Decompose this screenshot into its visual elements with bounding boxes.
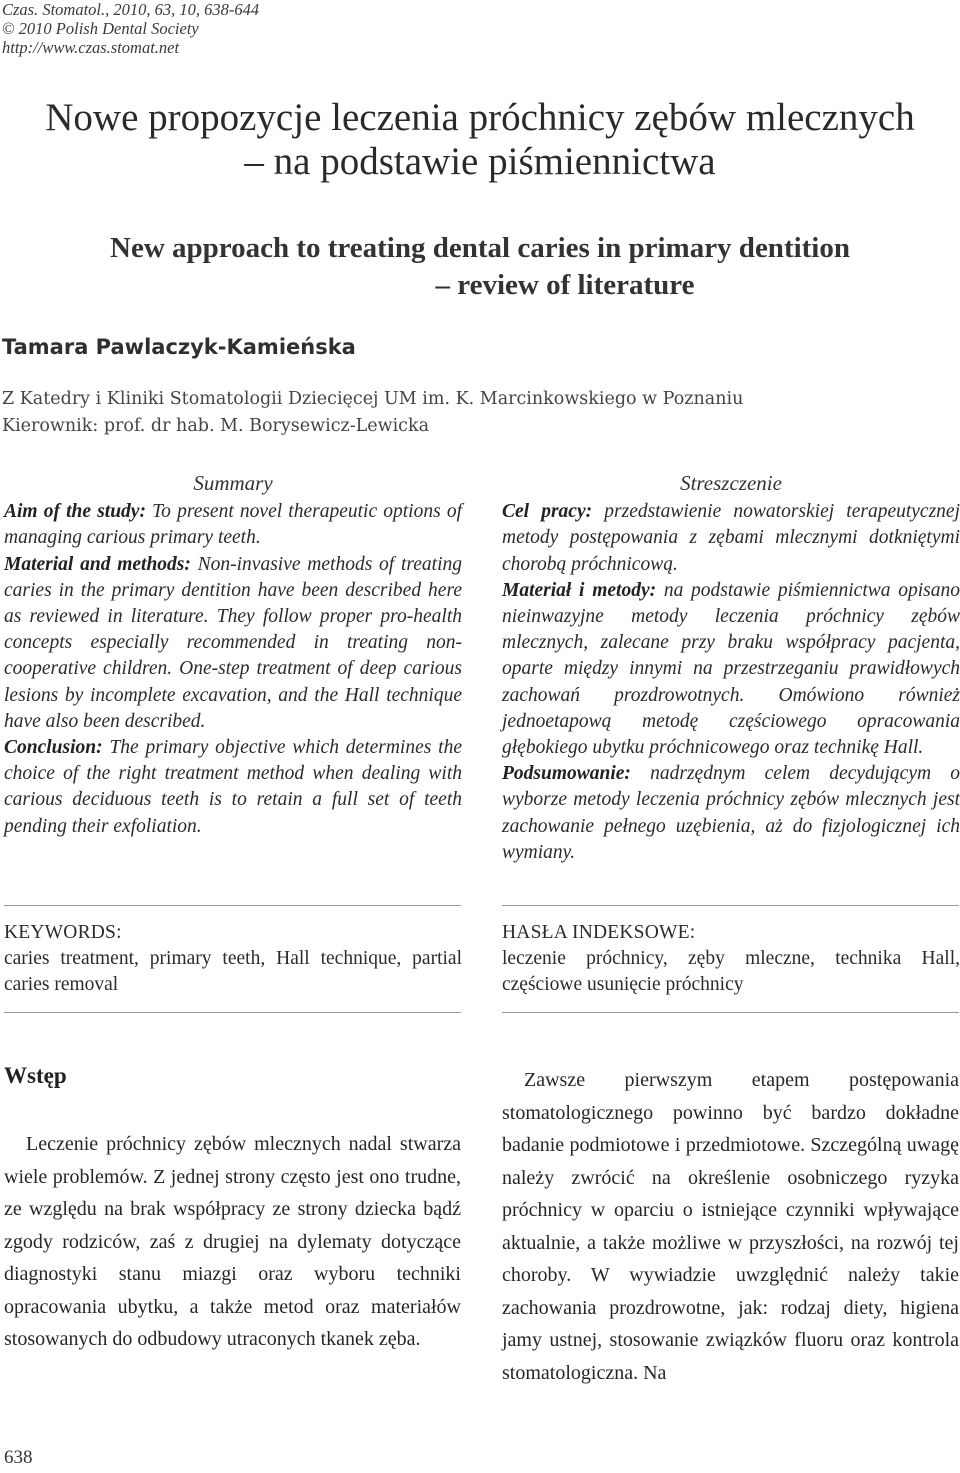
keywords-rule-bottom-left <box>4 1012 461 1013</box>
title-english-line1: New approach to treating dental caries in primary dentition <box>110 232 850 264</box>
journal-citation: Czas. Stomatol., 2010, 63, 10, 638-644 <box>2 0 260 19</box>
keywords-english <box>4 920 462 998</box>
page-number: 638 <box>4 1447 33 1468</box>
aim-label: Aim of the study: <box>4 501 146 523</box>
intro-right-paragraph: Zawsze pierwszym etapem postępowania stomatologicznego powinno być bardzo dokładne badanie podmiotowe i przedmiotowe. Szczególną uwagę należy zwrócić na określenie osobniczego ryzyka próchnicy w oparciu o istniejące czynniki wpływające aktualnie, a także możliwe w przyszłości, na rozwój tej choroby. W wywiadzie uwzględnić należy takie zachowania prozdrowotne, jak: rodzaj diety, higiena jamy ustnej, stosowanie związków fluoru oraz kontrola stomatologiczna. Na <box>502 1069 959 1384</box>
conclusion-label: Conclusion: <box>4 737 103 759</box>
keywords-label: KEYWORDS: <box>4 922 122 943</box>
metody-text: na podstawie piśmiennictwa opisano nieinwazyjne metody leczenia próchnicy zębów mlecznych, zalecane przy braku współpracy pacjenta, oparte między innymi na przestrzeganiu prawidłowych zachowań prozdrowotnych. Omówiono również jednoetapową metodę częściowego opracowania głębokiego ubytku próchnicowego oraz technikę Hall. <box>502 579 960 759</box>
conclusion-text: The primary objective which determines the choice of the right treatment method when dealing with carious deciduous teeth is to retain a full set of teeth pending their exfoliation. <box>4 737 462 837</box>
streszczenie-aim <box>502 499 960 578</box>
intro-left-paragraph: Leczenie próchnicy zębów mlecznych nadal stwarza wiele problemów. Z jednej strony często jest ono trudne, ze względu na brak współpracy ze strony dziecka bądź zgody rodziców, zaś z drugiej na dylematy dotyczące diagnostyki stanu miazgi oraz wyboru techniki opracowania ubytku, a także metod oraz materiałów stosowanych do odbudowy utraconych tkanek zęba. <box>4 1133 461 1350</box>
summary-english <box>4 470 462 840</box>
cel-label: Cel pracy: <box>502 501 593 523</box>
journal-header <box>2 0 259 57</box>
summary-methods <box>4 552 462 735</box>
metody-label: Materiał i metody: <box>502 579 657 601</box>
hasla-text: leczenie próchnicy, zęby mleczne, technika Hall, częściowe usunięcie próchnicy <box>502 948 960 995</box>
intro-right-column <box>502 1064 959 1389</box>
intro-left-column <box>4 1128 461 1356</box>
summary-conclusion <box>4 735 462 840</box>
keywords-rule-top-left <box>4 905 461 906</box>
author-name: Tamara Pawlaczyk-Kamieńska <box>2 335 356 359</box>
affiliation-line2: Kierownik: prof. dr hab. M. Borysewicz-Lewicka <box>2 416 430 436</box>
hasla-label: HASŁA INDEKSOWE: <box>502 922 696 943</box>
streszczenie-methods <box>502 578 960 761</box>
summary-aim <box>4 499 462 551</box>
keywords-polish <box>502 920 960 998</box>
intro-heading: Wstęp <box>4 1063 67 1088</box>
methods-label: Material and methods: <box>4 553 191 575</box>
methods-text: Non-invasive methods of treating caries in the primary dentition have been described here as reviewed in literature. They follow proper pro-health concepts especially recommended in treating non-cooperative children. One-step treatment of deep carious lesions by incomplete excavation, and the Hall technique have also been described. <box>4 553 462 732</box>
keywords-rule-bottom-right <box>502 1012 959 1013</box>
title-polish-line1: Nowe propozycje leczenia próchnicy zębów mlecznych <box>45 96 915 139</box>
keywords-rule-top-right <box>502 905 959 906</box>
keywords-text: caries treatment, primary teeth, Hall technique, partial caries removal <box>4 948 462 995</box>
streszczenie-heading: Streszczenie <box>680 471 782 495</box>
summary-heading: Summary <box>193 471 273 495</box>
journal-url[interactable]: http://www.czas.stomat.net <box>2 38 180 57</box>
aim-text: To present novel therapeutic options of managing carious primary teeth. <box>4 501 462 549</box>
title-polish <box>0 96 960 184</box>
title-english <box>0 230 960 304</box>
streszczenie-conclusion <box>502 761 960 866</box>
journal-copyright: © 2010 Polish Dental Society <box>2 19 199 38</box>
title-polish-line2: – na podstawie piśmiennictwa <box>244 140 716 183</box>
affiliation-line1: Z Katedry i Kliniki Stomatologii Dziecięcej UM im. K. Marcinkowskiego w Poznaniu <box>2 389 744 409</box>
podsumowanie-label: Podsumowanie: <box>502 763 631 785</box>
podsumowanie-text: nadrzędnym celem decydującym o wyborze metody leczenia próchnicy zębów mlecznych jest zachowanie pełnego uzębienia, aż do fizjologicznej ich wymiany. <box>502 763 960 863</box>
affiliation <box>2 386 743 440</box>
title-english-line2: – review of literature <box>435 269 695 301</box>
cel-text: przedstawienie nowatorskiej terapeutycznej metody postępowania z zębami mlecznymi dotkniętymi chorobą próchnicową. <box>502 501 960 575</box>
summary-polish <box>502 470 960 866</box>
